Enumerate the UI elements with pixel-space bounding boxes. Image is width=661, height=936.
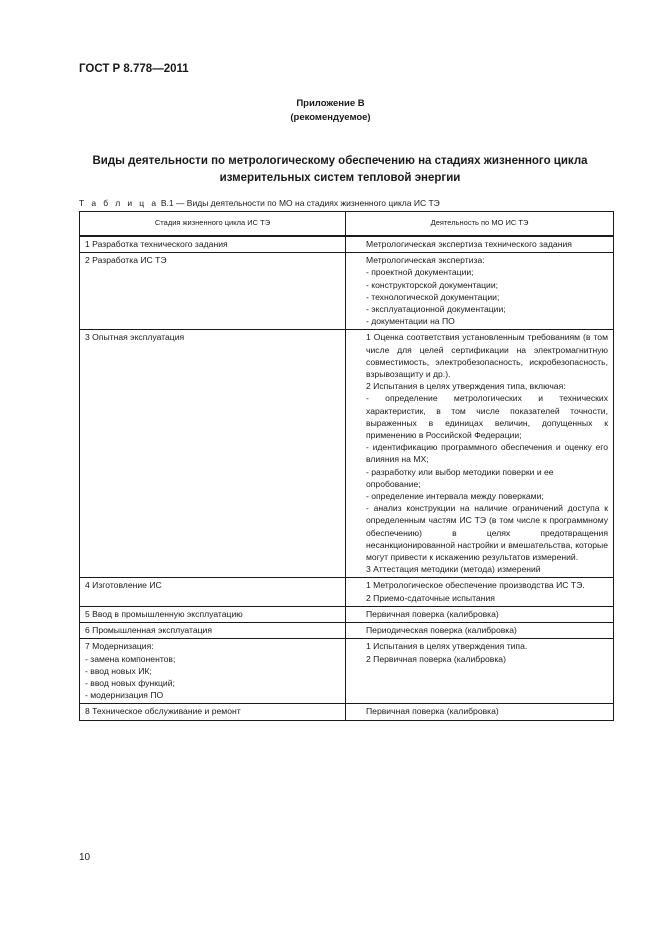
stage-cell xyxy=(80,330,346,578)
table-row xyxy=(80,330,614,578)
activity-line: - эксплуатационной документации; xyxy=(366,304,506,315)
table-caption xyxy=(79,198,440,208)
activity-line: - определение метрологических и технических характеристик, в том числе показателей точности, выраженных в единицах величин, допущенных к применению в Российской Федерации; xyxy=(366,393,608,441)
appendix-heading xyxy=(0,97,661,125)
activity-cell xyxy=(346,623,614,639)
activity-line: 1 Испытания в целях утверждения типа. xyxy=(366,641,528,652)
stage-cell xyxy=(80,253,346,330)
stage-line: - модернизация ПО xyxy=(85,690,164,701)
table-row xyxy=(80,606,614,622)
stage-line: 7 Модернизация: xyxy=(85,641,154,652)
stage-line: 6 Промышленная эксплуатация xyxy=(85,625,212,636)
column-header-stage: Стадия жизненного цикла ИС ТЭ xyxy=(80,212,346,237)
table-row xyxy=(80,236,614,253)
activity-line: - разработку или выбор методики поверки и ее опробование; xyxy=(366,466,554,489)
activity-line: 3 Аттестация методики (метода) измерений xyxy=(366,564,541,575)
activity-line: 1 Оценка соответствия установленным требованиям (в том числе для целей сертификации на электромагнитную совместимость, электробезопасность, искробезопасность, взрывозащиту и др.). xyxy=(366,332,608,380)
stage-line: 8 Техническое обслуживание и ремонт xyxy=(85,706,241,717)
activity-cell xyxy=(346,578,614,606)
page-title-line: Виды деятельности по метрологическому обеспечению на стадиях жизненного цикла xyxy=(92,155,588,167)
stage-cell xyxy=(80,704,346,720)
activity-line: - проектной документации; xyxy=(366,267,474,278)
activity-line: - технологической документации; xyxy=(366,291,500,302)
table-row xyxy=(80,623,614,639)
table-caption-prefix: Т а б л и ц а xyxy=(79,198,159,208)
page-title-line: измерительных систем тепловой энергии xyxy=(219,172,461,184)
activity-line: Первичная поверка (калибровка) xyxy=(366,608,499,619)
activity-cell xyxy=(346,704,614,720)
activity-line: - идентификацию программного обеспечения и оценку его влияния на МХ; xyxy=(366,442,608,465)
activity-cell xyxy=(346,330,614,578)
stage-line: 1 Разработка технического задания xyxy=(85,239,228,249)
activity-cell xyxy=(346,606,614,622)
activity-line: 1 Метрологическое обеспечение производства ИС ТЭ. xyxy=(366,580,585,591)
activity-cell xyxy=(346,236,614,253)
table-row xyxy=(80,578,614,606)
stage-line: 3 Опытная эксплуатация xyxy=(85,332,185,343)
stage-cell xyxy=(80,623,346,639)
table-row xyxy=(80,704,614,720)
table-row xyxy=(80,639,614,704)
stage-cell xyxy=(80,639,346,704)
column-header-activity: Деятельность по МО ИС ТЭ xyxy=(346,212,614,237)
stage-line: 2 Разработка ИС ТЭ xyxy=(85,255,167,266)
stage-line: 5 Ввод в промышленную эксплуатацию xyxy=(85,608,243,619)
activity-line: - анализ конструкции на наличие ограничений доступа к определенным частям ИС ТЭ (в том числе к программному обеспечению) в целях предотвращения несанкционированной настройки и вмешательства, которые могут привести к искажению результатов измерений. xyxy=(366,503,608,563)
activity-line: - документации на ПО xyxy=(366,316,455,327)
stage-line: - ввод новых ИК; xyxy=(85,665,152,676)
activity-line: - определение интервала между поверками; xyxy=(366,491,544,502)
activity-line: - конструкторской документации; xyxy=(366,279,499,290)
activity-line: 2 Приемо-сдаточные испытания xyxy=(366,592,495,603)
table-header-row xyxy=(80,212,614,237)
stage-cell xyxy=(80,236,346,253)
table-row xyxy=(80,253,614,330)
document-code: ГОСТ Р 8.778—2011 xyxy=(79,63,189,75)
table-caption-text: В.1 — Виды деятельности по МО на стадиях жизненного цикла ИС ТЭ xyxy=(158,198,440,208)
appendix-title: Приложение В xyxy=(296,98,365,109)
activities-table xyxy=(79,211,614,721)
stage-cell xyxy=(80,606,346,622)
table-body xyxy=(80,236,614,720)
activity-line: Периодическая поверка (калибровка) xyxy=(366,625,517,636)
stage-line: - замена компонентов; xyxy=(85,653,176,664)
activity-line: Метрологическая экспертиза: xyxy=(366,255,485,266)
appendix-note: (рекомендуемое) xyxy=(290,112,371,123)
stage-line: - ввод новых функций; xyxy=(85,677,175,688)
page-title xyxy=(90,153,590,187)
activity-line: Первичная поверка (калибровка) xyxy=(366,706,499,717)
stage-cell xyxy=(80,578,346,606)
activity-cell xyxy=(346,253,614,330)
activity-line: Метрологическая экспертиза технического задания xyxy=(366,239,572,249)
activity-cell xyxy=(346,639,614,704)
page-number: 10 xyxy=(79,852,91,863)
activity-line: 2 Испытания в целях утверждения типа, включая: xyxy=(366,381,566,392)
stage-line: 4 Изготовление ИС xyxy=(85,580,162,591)
activity-line: 2 Первичная поверка (калибровка) xyxy=(366,653,506,664)
